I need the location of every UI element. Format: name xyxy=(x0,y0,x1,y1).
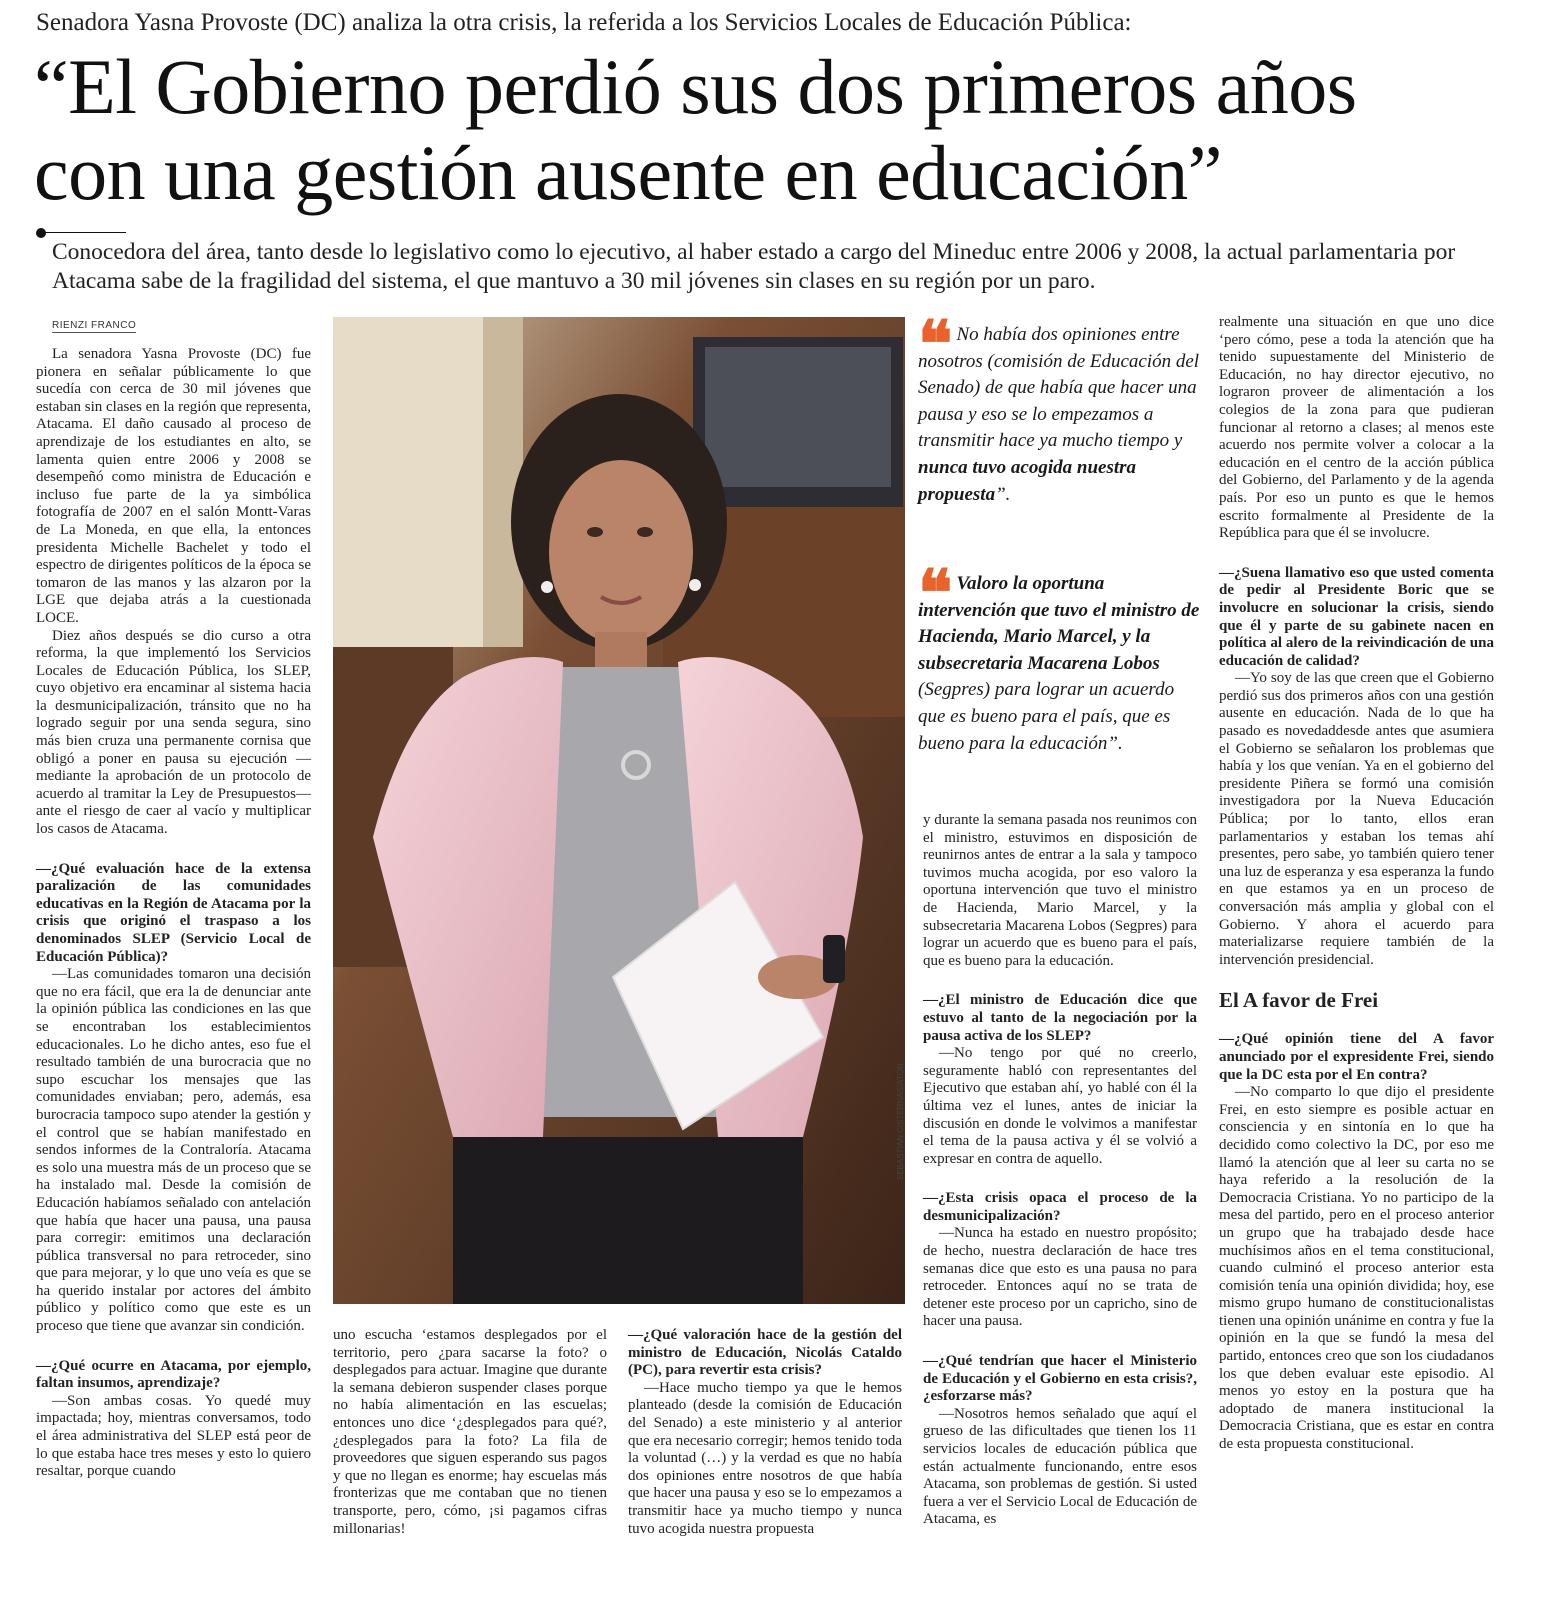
column-5 xyxy=(1219,314,1494,1454)
column-1 xyxy=(36,346,311,1481)
headline-line-2: con una gestión ausente en educación” xyxy=(34,129,1222,216)
paragraph: —No comparto lo que dijo el presidente Frei, en esto siempre es posible actuar en consciencia y en sintonía en lo que ha decidido como colectivo la DC, por eso me llamó la atención que al leer su carta no se haya referido a la resolución de la Democracia Cristiana. Yo no participo de la mesa del partido, pero en el proceso anterior un grupo que ha trabajado desde hace muchísimos años en el tema constitucional, cuando culminó el proceso anterior esta comisión tenía una opinión dividida; hoy, ese mismo grupo humano de constitucionalistas tienen una opinión unánime en contra y fue la opinión en la que se fundó la mesa del partido, entonces creo que son los ciudadanos los que deben evaluar este episodio. Al menos yo estoy en la postura que ha adoptado de manera institucional la Democracia Cristiana, que es estar en contra de esta propuesta constitucional. xyxy=(1219,1084,1494,1453)
question: —¿Qué ocurre en Atacama, por ejemplo, faltan insumos, aprendizaje? xyxy=(36,1357,311,1392)
column-3 xyxy=(628,1327,902,1538)
section-subhead: El A favor de Frei xyxy=(1219,988,1379,1013)
pullquote-1-italic: No había dos opiniones entre nosotros (comisión de Educación del Senado) de que había que hacer una pausa y eso se lo empezamos a transmitir hace ya mucho tiempo y xyxy=(918,324,1200,452)
question: —¿El ministro de Educación dice que estuvo al tanto de la negociación por la pausa activa de los SLEP? xyxy=(923,992,1197,1044)
paragraph: uno escucha ‘estamos desplegados por el territorio, pero ¿para sacarse la foto? o desplegados para actuar. Imagine que durante la semana debieron suspender clases porque no había alimentación en las escuelas; entonces uno dice ‘¿desplegados para qué?, ¿desplegados para la foto? La fila de proveedores que siguen esperando sus pagos y que no llegan es enorme; hay escuelas más fronterizas que me contaban que no tienen transporte, pero, cómo, ¡si pagamos cifras millonarias! xyxy=(333,1327,607,1537)
pullquote-2 xyxy=(918,556,1203,757)
kicker: Senadora Yasna Provoste (DC) analiza la otra crisis, la referida a los Servicios Locales de Educación Pública: xyxy=(36,9,1132,36)
paragraph: Diez años después se dio curso a otra reforma, la que implementó los Servicios Locales de Educación Pública, los SLEP, cuyo objetivo era encaminar al sistema hacia la desmunicipalización, tránsito que no ha logrado seguir por una senda segura, sino más bien cruza una permanente cornisa que obligó a poner en pausa su ejecución —mediante la aprobación de un protocolo de acuerdo al tramitar la Ley de Presupuestos— ante el riesgo de caer al vacío y multiplicar los casos de Atacama. xyxy=(36,627,311,838)
pullquote-1-bold: nunca tuvo acogida nuestra propuesta xyxy=(918,456,1137,505)
quote-mark-icon: ❝ xyxy=(918,307,953,382)
paragraph: y durante la semana pasada nos reunimos con el ministro, estuvimos en disposición de reunirnos antes de entrar a la sala y tampoco tuvimos mucha acogida, por eso valoro la oportuna intervención que tuvo el ministro de Hacienda, Mario Marcel, y la subsecretaria Macarena Lobos (Segpres) para lograr un acuerdo que es bueno para el país, que es bueno para la educación. xyxy=(923,812,1197,969)
photo-credit: SEBASTIÁN CISTERNAS/ATON xyxy=(896,1063,905,1180)
separator-line xyxy=(44,232,126,233)
column-2 xyxy=(333,1327,607,1538)
headline-line-1: “El Gobierno perdió sus dos primeros años xyxy=(34,43,1357,130)
pullquote-1-end: ”. xyxy=(995,483,1011,505)
paragraph: La senadora Yasna Provoste (DC) fue pionera en señalar públicamente lo que sucedía con cerca de 30 mil jóvenes que estaban sin clases en la región que representa, Atacama. El daño causado al proceso de aprendizaje de los estudiantes en alto, se lamenta quien entre 2006 y 2008 se desempeñó como ministra de Educación e incluso fue parte de la ya simbólica fotografía de 2007 en el salón Montt-Varas de La Moneda, en que ella, la entonces presidenta Michelle Bachelet y todo el espectro de dirigentes políticos de la época se tomaron de las manos y las alzaron por la LGE que dejaba atrás a la cuestionada LOCE. xyxy=(36,346,311,626)
question: —¿Qué opinión tiene del A favor anunciado por el expresidente Frei, siendo que la DC esta por el En contra? xyxy=(1219,1031,1494,1083)
question: —¿Esta crisis opaca el proceso de la desmunicipalización? xyxy=(923,1190,1197,1224)
quote-mark-icon: ❝ xyxy=(918,556,953,631)
question: —¿Qué evaluación hace de la extensa paralización de las comunidades educativas en la Región de Atacama por la crisis que originó el traspaso a los denominados SLEP (Servicio Local de Educación Pública)? xyxy=(36,860,311,965)
byline: RIENZI FRANCO xyxy=(52,320,137,331)
pullquote-1 xyxy=(918,307,1203,508)
column-4 xyxy=(923,812,1197,1529)
headline xyxy=(34,44,1534,216)
paragraph: —Yo soy de las que creen que el Gobierno perdió sus dos primeros años con una gestión ausente en educación. Nada de lo que ha pasado es novedaddesde antes que asumiera el Gobierno se señalaron los problemas que había y los que venían. Ya en el gobierno del presidente Piñera se formó una comisión investigadora por la Nueva Educación Pública; por lo tanto, ellos eran parlamentarios y estaban los temas ahí presentes, pero sabe, yo también quiero tener una luz de esperanza y esa esperanza la fundo en que estamos ya en un proceso de conversación más amplia y global con el Gobierno. Y ahora el acuerdo para materializarse requiere también de la intervención presidencial. xyxy=(1219,670,1494,968)
question: —¿Suena llamativo eso que usted comenta de pedir al Presidente Boric que se involucre en solucionar la crisis, siendo que él y parte de su gabinete nacen en política al alero de la reivindicación de una educación de calidad? xyxy=(1219,564,1494,669)
paragraph: —Hace mucho tiempo ya que le hemos planteado (desde la comisión de Educación del Senado) a este ministerio y al anterior que era necesario corregir; hemos tenido toda la voluntad (…) y la verdad es que no había dos opiniones entre nosotros de que había que hacer una pausa y eso se lo empezamos a transmitir hace ya mucho tiempo y nunca tuvo acogida nuestra propuesta xyxy=(628,1379,902,1537)
photo-illustration xyxy=(333,317,905,1304)
question: —¿Qué valoración hace de la gestión del ministro de Educación, Nicolás Cataldo (PC), para revertir esta crisis? xyxy=(628,1327,902,1379)
paragraph: —Son ambas cosas. Yo quedé muy impactada; hoy, mientras conversamos, todo el área administrativa del SLEP está peor de lo que estaba hace tres meses y esto lo quiero resaltar, porque cuando xyxy=(36,1392,311,1480)
paragraph: —Las comunidades tomaron una decisión que no era fácil, que era la de denunciar ante la opinión pública las condiciones en las que se encontraban los establecimientos educacionales. Lo he dicho antes, eso fue el resultado también de una burocracia que no supo escuchar los mensajes que las comunidades enviaban; pero, además, esa burocracia tampoco supo atender la gestión y el control que se habían manifestado en sendos informes de la Contraloría. Atacama es solo una muestra más de un proceso que se ha instalado mal. Desde la comisión de Educación habíamos señalado con antelación que había que hacer una pausa, una pausa para corregir: emitimos una declaración pública transversal no para retroceder, sino que para mejorar, y lo que uno veía es que se ha querido instalar por actores del ámbito público y político como que este es un proceso que tiene que avanzar sin condición. xyxy=(36,966,311,1335)
paragraph: —Nunca ha estado en nuestro propósito; de hecho, nuestra declaración de hace tres semanas dice que esto es una pausa no para retroceder. Entonces aquí no se trata de detener este proceso por un capricho, sino de hacer una pausa. xyxy=(923,1225,1197,1330)
lead-paragraph: Conocedora del área, tanto desde lo legislativo como lo ejecutivo, al haber estado a cargo del Mineduc entre 2006 y 2008, la actual parlamentaria por Atacama sabe de la fragilidad del sistema, el que mantuvo a 30 mil jóvenes sin clases en su región por un paro. xyxy=(52,239,1456,294)
paragraph: —Nosotros hemos señalado que aquí el grueso de las dificultades que tienen los 11 servicios locales de educación pública que están actualmente funcionando, entre esos Atacama, son problemas de gestión. Si usted fuera a ver el Servicio Local de Educación de Atacama, es xyxy=(923,1405,1197,1528)
separator-dot xyxy=(36,228,46,238)
pullquote-2-bold: Valoro la oportuna intervención que tuvo el ministro de Hacienda, Mario Marcel, y la subsecretaria Macarena Lobos xyxy=(918,573,1200,674)
paragraph: —No tengo por qué no creerlo, seguramente habló con representantes del Ejecutivo que estaban ahí, yo hablé con él la última vez el lunes, antes de iniciar la discusión en donde le volvimos a manifestar el tema de la pausa activa y él se volvió a expresar en contra de aquello. xyxy=(923,1045,1197,1167)
photo-senator xyxy=(333,317,905,1304)
question: —¿Qué tendrían que hacer el Ministerio de Educación y el Gobierno en esta crisis?, ¿esforzarse más? xyxy=(923,1353,1197,1405)
paragraph: realmente una situación en que uno dice ‘pero cómo, pese a toda la atención que ha tenido supuestamente del Ministerio de Educación, no hay director ejecutivo, no lograron proveer de alimentación a los colegios de la zona para que pudieran funcionar al retorno a clases; al menos este acuerdo nos permite volver a colocar a la educación en el centro de la acción pública del Gobierno, del Parlamento y de la agenda país. Por eso un punto es que le hemos escrito formalmente al Presidente de la República para que él se involucre. xyxy=(1219,314,1494,542)
pullquote-2-italic: (Segpres) para lograr un acuerdo que es bueno para el país, que es bueno para la educación”. xyxy=(918,679,1175,754)
